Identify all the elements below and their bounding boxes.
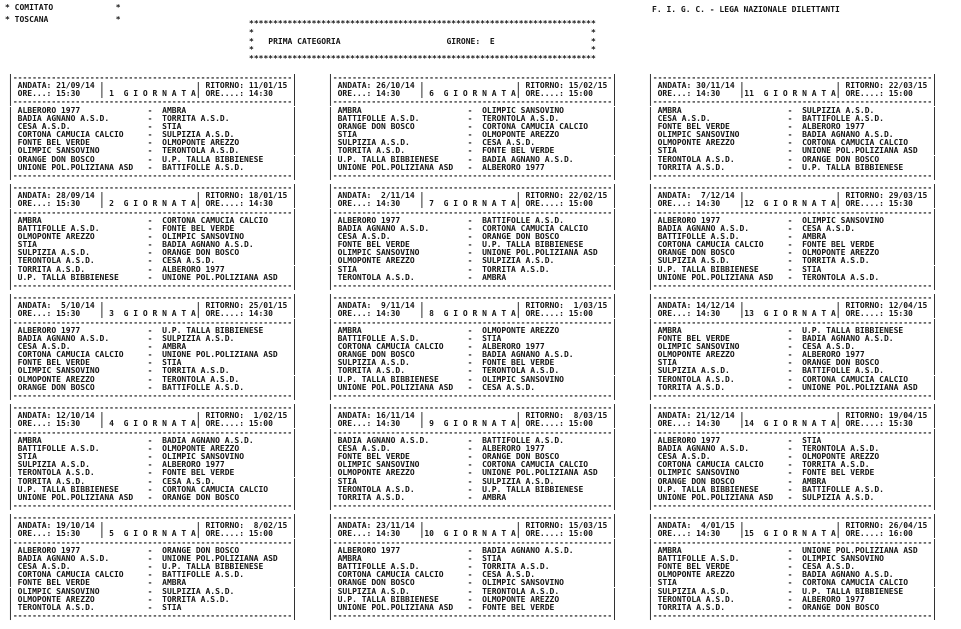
block-dates-row: | ANDATA: 23/11/14 | | RITORNO: 15/03/15 |	[327, 521, 617, 531]
match-row: | BATTIFOLLE A.S.D. - STIA |	[327, 333, 617, 343]
match-row: | U.P. TALLA BIBBIENESE - UNIONE POL.POLIZIANA ASD |	[8, 272, 297, 282]
block-border: |----------------------------------------------------------|	[327, 207, 617, 217]
block-dates-row: | ANDATA: 30/11/14 | | RITORNO: 22/03/15 |	[647, 81, 937, 91]
block-border: |----------------------------------------------------------|	[8, 183, 297, 193]
block-dates-row: | ANDATA: 16/11/14 | | RITORNO: 8/03/15 |	[327, 411, 617, 421]
title-box-border-top: ************************************************************************	[249, 19, 596, 28]
match-row: | AMBRA - STIA |	[327, 553, 617, 563]
match-row: | UNIONE POL.POLIZIANA ASD - SULPIZIA A.S.D. |	[647, 492, 937, 502]
match-row: | FONTE BEL VERDE - AMBRA |	[8, 578, 297, 588]
block-times-giornata-row: | ORE...: 14:30 |15 G I O R N A T A| ORE....: 16:00 |	[647, 529, 937, 539]
match-row: | U.P. TALLA BIBBIENESE - CORTONA CAMUCIA CALCIO |	[8, 484, 297, 494]
block-dates-row: | ANDATA: 26/10/14 | | RITORNO: 15/02/15 |	[327, 81, 617, 91]
match-row: | SULPIZIA A.S.D. - ORANGE DON BOSCO |	[8, 248, 297, 258]
giornata-block-12	[648, 184, 937, 290]
match-row: | OLIMPIC SANSOVINO - CORTONA CAMUCIA CALCIO |	[327, 460, 617, 470]
block-border: |----------------------------------------------------------|	[8, 427, 297, 437]
match-row: | TERONTOLA A.S.D. - ORANGE DON BOSCO |	[647, 154, 937, 164]
giornata-block-4	[8, 404, 297, 510]
match-row: | OLMOPONTE AREZZO - CORTONA CAMUCIA CALCIO |	[647, 138, 937, 148]
block-border: |----------------------------------------------------------|	[8, 317, 297, 327]
match-row: | STIA - CORTONA CAMUCIA CALCIO |	[647, 578, 937, 588]
block-times-giornata-row: | ORE...: 14:30 |13 G I O R N A T A| ORE....: 15:30 |	[647, 309, 937, 319]
match-row: | UNIONE POL.POLIZIANA ASD - ALBERORO 1977 |	[327, 162, 617, 172]
match-row: | FONTE BEL VERDE - BADIA AGNANO A.S.D. |	[647, 333, 937, 343]
match-row: | UNIONE POL.POLIZIANA ASD - ORANGE DON BOSCO |	[8, 492, 297, 502]
block-times-giornata-row: | ORE...: 14:30 |11 G I O R N A T A| ORE....: 15:00 |	[647, 89, 937, 99]
match-row: | FONTE BEL VERDE - ALBERORO 1977 |	[647, 121, 937, 131]
match-row: | TERONTOLA A.S.D. - U.P. TALLA BIBBIENESE |	[327, 484, 617, 494]
giornata-block-3	[8, 294, 297, 400]
block-border: |----------------------------------------------------------|	[647, 500, 937, 510]
giornata-block-7	[328, 184, 617, 290]
block-times-giornata-row: | ORE...: 15:30 | 1 G I O R N A T A| ORE....: 14:30 |	[8, 89, 297, 99]
match-row: | OLIMPIC SANSOVINO - CESA A.S.D. |	[647, 342, 937, 351]
match-row: | CESA A.S.D. - OLMOPONTE AREZZO |	[647, 452, 937, 462]
block-dates-row: | ANDATA: 28/09/14 | | RITORNO: 18/01/15 |	[8, 191, 297, 201]
block-dates-row: | ANDATA: 21/12/14 | | RITORNO: 19/04/15 |	[647, 411, 937, 421]
block-border: |----------------------------------------------------------|	[8, 280, 297, 290]
block-times-giornata-row: | ORE...: 15:30 | 2 G I O R N A T A| ORE....: 14:30 |	[8, 199, 297, 209]
match-row: | CORTONA CAMUCIA CALCIO - SULPIZIA A.S.D. |	[8, 130, 297, 140]
match-row: | TORRITA A.S.D. - UNIONE POL.POLIZIANA ASD |	[647, 382, 937, 392]
match-row: | ALBERORO 1977 - BATTIFOLLE A.S.D. |	[327, 215, 617, 225]
block-border: |----------------------------------------------------------|	[8, 611, 297, 620]
block-border: |----------------------------------------------------------|	[327, 317, 617, 327]
block-border: |----------------------------------------------------------|	[327, 513, 617, 523]
block-border: |----------------------------------------------------------|	[327, 537, 617, 547]
block-times-giornata-row: | ORE...: 15:30 | 4 G I O R N A T A| ORE....: 15:00 |	[8, 419, 297, 429]
block-border: |----------------------------------------------------------|	[327, 293, 617, 303]
block-border: |----------------------------------------------------------|	[8, 293, 297, 303]
block-times-giornata-row: | ORE...: 14:30 |10 G I O R N A T A| ORE....: 15:00 |	[327, 529, 617, 539]
match-row: | UNIONE POL.POLIZIANA ASD - TERONTOLA A.S.D. |	[647, 272, 937, 282]
match-row: | SULPIZIA A.S.D. - FONTE BEL VERDE |	[327, 358, 617, 368]
match-row: | CESA A.S.D. - ALBERORO 1977 |	[327, 443, 617, 453]
match-row: | SULPIZIA A.S.D. - TERONTOLA A.S.D. |	[327, 586, 617, 596]
giornata-block-8	[328, 294, 617, 400]
block-dates-row: | ANDATA: 5/10/14 | | RITORNO: 25/01/15 |	[8, 301, 297, 311]
match-row: | OLIMPIC SANSOVINO - TORRITA A.S.D. |	[8, 366, 297, 376]
block-dates-row: | ANDATA: 21/09/14 | | RITORNO: 11/01/15 |	[8, 81, 297, 91]
match-row: | STIA - SULPIZIA A.S.D. |	[327, 476, 617, 486]
block-border: |----------------------------------------------------------|	[647, 97, 937, 107]
giornata-block-1	[8, 74, 297, 180]
block-times-giornata-row: | ORE...: 14:30 | 8 G I O R N A T A| ORE....: 15:00 |	[327, 309, 617, 319]
match-row: | FONTE BEL VERDE - STIA |	[8, 358, 297, 368]
match-row: | OLIMPIC SANSOVINO - FONTE BEL VERDE |	[647, 468, 937, 478]
match-row: | UNIONE POL.POLIZIANA ASD - FONTE BEL VERDE |	[327, 602, 617, 612]
match-row: | BADIA AGNANO A.S.D. - UNIONE POL.POLIZIANA ASD |	[8, 553, 297, 563]
giornata-block-6	[328, 74, 617, 180]
block-border: |----------------------------------------------------------|	[8, 403, 297, 413]
match-row: | STIA - UNIONE POL.POLIZIANA ASD |	[647, 146, 937, 156]
committee-line-2: * TOSCANA *	[5, 15, 121, 24]
match-row: | FONTE BEL VERDE - CESA A.S.D. |	[647, 562, 937, 572]
block-border: |----------------------------------------------------------|	[647, 403, 937, 413]
match-row: | ORANGE DON BOSCO - BATTIFOLLE A.S.D. |	[8, 382, 297, 392]
giornata-block-10	[328, 514, 617, 620]
block-border: |----------------------------------------------------------|	[327, 280, 617, 290]
block-border: |----------------------------------------------------------|	[647, 427, 937, 437]
match-row: | AMBRA - UNIONE POL.POLIZIANA ASD |	[647, 545, 937, 555]
block-times-giornata-row: | ORE...: 14:30 | 7 G I O R N A T A| ORE....: 15:00 |	[327, 199, 617, 209]
match-row: | AMBRA - U.P. TALLA BIBBIENESE |	[647, 325, 937, 335]
match-row: | U.P. TALLA BIBBIENESE - OLMOPONTE AREZZO |	[327, 594, 617, 604]
match-row: | OLMOPONTE AREZZO - UNIONE POL.POLIZIANA ASD |	[327, 468, 617, 478]
block-dates-row: | ANDATA: 2/11/14 | | RITORNO: 22/02/15 |	[327, 191, 617, 201]
match-row: | BATTIFOLLE A.S.D. - OLMOPONTE AREZZO |	[8, 443, 297, 453]
block-border: |----------------------------------------------------------|	[8, 500, 297, 510]
block-border: |----------------------------------------------------------|	[327, 73, 617, 82]
match-row: | ORANGE DON BOSCO - OLMOPONTE AREZZO |	[647, 248, 937, 258]
giornata-block-14	[648, 404, 937, 510]
giornata-block-15	[648, 514, 937, 620]
match-row: | AMBRA - OLMOPONTE AREZZO |	[327, 325, 617, 335]
giornata-block-11	[648, 74, 937, 180]
block-times-giornata-row: | ORE...: 14:30 | 6 G I O R N A T A| ORE....: 15:00 |	[327, 89, 617, 99]
match-row: | TERONTOLA A.S.D. - STIA |	[8, 602, 297, 612]
match-row: | OLIMPIC SANSOVINO - TERONTOLA A.S.D. |	[8, 146, 297, 156]
block-border: |----------------------------------------------------------|	[647, 280, 937, 290]
match-row: | AMBRA - SULPIZIA A.S.D. |	[647, 105, 937, 115]
match-row: | FONTE BEL VERDE - ORANGE DON BOSCO |	[327, 452, 617, 462]
match-row: | BADIA AGNANO A.S.D. - CORTONA CAMUCIA CALCIO |	[327, 223, 617, 233]
match-row: | BATTIFOLLE A.S.D. - OLIMPIC SANSOVINO |	[647, 553, 937, 563]
block-times-giornata-row: | ORE...: 14:30 |12 G I O R N A T A| ORE....: 15:30 |	[647, 199, 937, 209]
match-row: | BADIA AGNANO A.S.D. - CESA A.S.D. |	[647, 223, 937, 233]
block-border: |----------------------------------------------------------|	[8, 390, 297, 400]
match-row: | ORANGE DON BOSCO - BADIA AGNANO A.S.D. |	[327, 350, 617, 360]
block-dates-row: | ANDATA: 7/12/14 | | RITORNO: 29/03/15 |	[647, 191, 937, 201]
title-box-spacer: * *	[249, 45, 596, 55]
match-row: | ORANGE DON BOSCO - AMBRA |	[647, 476, 937, 486]
match-row: | ALBERORO 1977 - ORANGE DON BOSCO |	[8, 545, 297, 555]
block-border: |----------------------------------------------------------|	[647, 317, 937, 327]
match-row: | SULPIZIA A.S.D. - BATTIFOLLE A.S.D. |	[647, 366, 937, 376]
block-times-giornata-row: | ORE...: 15:30 | 3 G I O R N A T A| ORE....: 14:30 |	[8, 309, 297, 319]
match-row: | FONTE BEL VERDE - U.P. TALLA BIBBIENESE |	[327, 240, 617, 250]
match-row: | STIA - OLIMPIC SANSOVINO |	[8, 452, 297, 462]
block-border: |----------------------------------------------------------|	[327, 500, 617, 510]
committee-line-1: * COMITATO *	[5, 3, 121, 12]
committee-header	[5, 2, 121, 26]
match-row: | CESA A.S.D. - BATTIFOLLE A.S.D. |	[647, 113, 937, 123]
match-row: | AMBRA - CORTONA CAMUCIA CALCIO |	[8, 215, 297, 225]
match-row: | CORTONA CAMUCIA CALCIO - FONTE BEL VERDE |	[647, 240, 937, 250]
match-row: | BADIA AGNANO A.S.D. - TORRITA A.S.D. |	[8, 113, 297, 123]
match-row: | U.P. TALLA BIBBIENESE - BATTIFOLLE A.S.D. |	[647, 484, 937, 494]
giornate-grid	[8, 74, 937, 620]
block-border: |----------------------------------------------------------|	[8, 513, 297, 523]
block-dates-row: | ANDATA: 4/01/15 | | RITORNO: 26/04/15 |	[647, 521, 937, 531]
match-row: | ORANGE DON BOSCO - CORTONA CAMUCIA CALCIO |	[327, 121, 617, 131]
match-row: | UNIONE POL.POLIZIANA ASD - CESA A.S.D. |	[327, 382, 617, 392]
block-border: |----------------------------------------------------------|	[327, 427, 617, 437]
match-row: | CORTONA CAMUCIA CALCIO - ALBERORO 1977 |	[327, 342, 617, 351]
title-box-spacer: * *	[249, 27, 596, 37]
match-row: | CESA A.S.D. - U.P. TALLA BIBBIENESE |	[8, 562, 297, 572]
block-dates-row: | ANDATA: 9/11/14 | | RITORNO: 1/03/15 |	[327, 301, 617, 311]
block-border: |----------------------------------------------------------|	[327, 97, 617, 107]
match-row: | BATTIFOLLE A.S.D. - TORRITA A.S.D. |	[327, 562, 617, 572]
block-border: |----------------------------------------------------------|	[327, 611, 617, 620]
match-row: | TORRITA A.S.D. - TERONTOLA A.S.D. |	[327, 366, 617, 376]
match-row: | CORTONA CAMUCIA CALCIO - CESA A.S.D. |	[327, 570, 617, 580]
match-row: | CESA A.S.D. - ORANGE DON BOSCO |	[327, 231, 617, 241]
block-border: |----------------------------------------------------------|	[647, 537, 937, 547]
match-row: | ALBERORO 1977 - BADIA AGNANO A.S.D. |	[327, 545, 617, 555]
match-row: | BADIA AGNANO A.S.D. - BATTIFOLLE A.S.D. |	[327, 435, 617, 445]
block-times-giornata-row: | ORE...: 14:30 | 9 G I O R N A T A| ORE....: 15:00 |	[327, 419, 617, 429]
match-row: | OLMOPONTE AREZZO - TORRITA A.S.D. |	[8, 594, 297, 604]
match-row: | BATTIFOLLE A.S.D. - FONTE BEL VERDE |	[8, 223, 297, 233]
match-row: | AMBRA - OLIMPIC SANSOVINO |	[327, 105, 617, 115]
match-row: | TORRITA A.S.D. - ALBERORO 1977 |	[8, 264, 297, 274]
match-row: | ALBERORO 1977 - STIA |	[647, 435, 937, 445]
match-row: | OLMOPONTE AREZZO - OLIMPIC SANSOVINO |	[8, 231, 297, 241]
match-row: | U.P. TALLA BIBBIENESE - BADIA AGNANO A.S.D. |	[327, 154, 617, 164]
match-row: | ORANGE DON BOSCO - OLIMPIC SANSOVINO |	[327, 578, 617, 588]
federation-title: F. I. G. C. - LEGA NAZIONALE DILETTANTI	[652, 5, 840, 14]
match-row: | TORRITA A.S.D. - ORANGE DON BOSCO |	[647, 602, 937, 612]
giornata-block-9	[328, 404, 617, 510]
block-border: |----------------------------------------------------------|	[8, 207, 297, 217]
block-border: |----------------------------------------------------------|	[327, 183, 617, 193]
match-row: | OLMOPONTE AREZZO - ALBERORO 1977 |	[647, 350, 937, 360]
block-border: |----------------------------------------------------------|	[647, 390, 937, 400]
title-box-border-bottom: ************************************************************************	[249, 54, 596, 64]
match-row: | CORTONA CAMUCIA CALCIO - BATTIFOLLE A.S.D. |	[8, 570, 297, 580]
match-row: | U.P. TALLA BIBBIENESE - OLIMPIC SANSOVINO |	[327, 374, 617, 384]
block-border: |----------------------------------------------------------|	[647, 611, 937, 620]
match-row: | BATTIFOLLE A.S.D. - AMBRA |	[647, 231, 937, 241]
match-row: | BATTIFOLLE A.S.D. - TERONTOLA A.S.D. |	[327, 113, 617, 123]
match-row: | CORTONA CAMUCIA CALCIO - TORRITA A.S.D. |	[647, 460, 937, 470]
match-row: | OLIMPIC SANSOVINO - UNIONE POL.POLIZIANA ASD |	[327, 248, 617, 258]
match-row: | ALBERORO 1977 - AMBRA |	[8, 105, 297, 115]
match-row: | CESA A.S.D. - STIA |	[8, 121, 297, 131]
giornata-block-5	[8, 514, 297, 620]
match-row: | BADIA AGNANO A.S.D. - SULPIZIA A.S.D. |	[8, 333, 297, 343]
block-dates-row: | ANDATA: 19/10/14 | | RITORNO: 8/02/15 |	[8, 521, 297, 531]
match-row: | TERONTOLA A.S.D. - CESA A.S.D. |	[8, 256, 297, 266]
block-border: |----------------------------------------------------------|	[647, 73, 937, 82]
match-row: | OLIMPIC SANSOVINO - BADIA AGNANO A.S.D. |	[647, 130, 937, 140]
match-row: | TORRITA A.S.D. - U.P. TALLA BIBBIENESE |	[647, 162, 937, 172]
match-row: | BADIA AGNANO A.S.D. - TERONTOLA A.S.D. |	[647, 443, 937, 453]
match-row: | ORANGE DON BOSCO - U.P. TALLA BIBBIENESE |	[8, 154, 297, 164]
block-border: |----------------------------------------------------------|	[8, 97, 297, 107]
match-row: | ALBERORO 1977 - OLIMPIC SANSOVINO |	[647, 215, 937, 225]
match-row: | TERONTOLA A.S.D. - FONTE BEL VERDE |	[8, 468, 297, 478]
block-times-giornata-row: | ORE...: 14:30 |14 G I O R N A T A| ORE....: 15:30 |	[647, 419, 937, 429]
match-row: | TERONTOLA A.S.D. - CORTONA CAMUCIA CALCIO |	[647, 374, 937, 384]
match-row: | TORRITA A.S.D. - AMBRA |	[327, 492, 617, 502]
match-row: | CESA A.S.D. - AMBRA |	[8, 342, 297, 351]
match-row: | TERONTOLA A.S.D. - ALBERORO 1977 |	[647, 594, 937, 604]
match-row: | SULPIZIA A.S.D. - TORRITA A.S.D. |	[647, 256, 937, 266]
giornata-block-13	[648, 294, 937, 400]
block-border: |----------------------------------------------------------|	[647, 207, 937, 217]
match-row: | CORTONA CAMUCIA CALCIO - UNIONE POL.POLIZIANA ASD |	[8, 350, 297, 360]
giornata-block-2	[8, 184, 297, 290]
match-row: | UNIONE POL.POLIZIANA ASD - BATTIFOLLE A.S.D. |	[8, 162, 297, 172]
block-border: |----------------------------------------------------------|	[647, 513, 937, 523]
match-row: | TERONTOLA A.S.D. - AMBRA |	[327, 272, 617, 282]
match-row: | U.P. TALLA BIBBIENESE - STIA |	[647, 264, 937, 274]
match-row: | SULPIZIA A.S.D. - ALBERORO 1977 |	[8, 460, 297, 470]
match-row: | TORRITA A.S.D. - CESA A.S.D. |	[8, 476, 297, 486]
block-border: |----------------------------------------------------------|	[327, 403, 617, 413]
block-border: |----------------------------------------------------------|	[327, 170, 617, 180]
block-border: |----------------------------------------------------------|	[8, 73, 297, 82]
block-border: |----------------------------------------------------------|	[647, 170, 937, 180]
match-row: | SULPIZIA A.S.D. - CESA A.S.D. |	[327, 138, 617, 148]
block-dates-row: | ANDATA: 14/12/14 | | RITORNO: 12/04/15 |	[647, 301, 937, 311]
match-row: | OLMOPONTE AREZZO - TERONTOLA A.S.D. |	[8, 374, 297, 384]
block-border: |----------------------------------------------------------|	[8, 537, 297, 547]
block-border: |----------------------------------------------------------|	[647, 293, 937, 303]
block-border: |----------------------------------------------------------|	[8, 170, 297, 180]
match-row: | SULPIZIA A.S.D. - U.P. TALLA BIBBIENESE |	[647, 586, 937, 596]
match-row: | OLIMPIC SANSOVINO - SULPIZIA A.S.D. |	[8, 586, 297, 596]
match-row: | FONTE BEL VERDE - OLMOPONTE AREZZO |	[8, 138, 297, 148]
match-row: | STIA - OLMOPONTE AREZZO |	[327, 130, 617, 140]
category-title-box	[249, 20, 596, 64]
title-box-category-girone: * PRIMA CATEGORIA GIRONE: E *	[249, 36, 596, 46]
match-row: | STIA - BADIA AGNANO A.S.D. |	[8, 240, 297, 250]
match-row: | OLMOPONTE AREZZO - BADIA AGNANO A.S.D. |	[647, 570, 937, 580]
match-row: | AMBRA - BADIA AGNANO A.S.D. |	[8, 435, 297, 445]
block-border: |----------------------------------------------------------|	[647, 183, 937, 193]
block-times-giornata-row: | ORE...: 15:30 | 5 G I O R N A T A| ORE....: 15:00 |	[8, 529, 297, 539]
match-row: | ALBERORO 1977 - U.P. TALLA BIBBIENESE |	[8, 325, 297, 335]
match-row: | OLMOPONTE AREZZO - SULPIZIA A.S.D. |	[327, 256, 617, 266]
match-row: | TORRITA A.S.D. - FONTE BEL VERDE |	[327, 146, 617, 156]
block-border: |----------------------------------------------------------|	[327, 390, 617, 400]
match-row: | STIA - ORANGE DON BOSCO |	[647, 358, 937, 368]
match-row: | STIA - TORRITA A.S.D. |	[327, 264, 617, 274]
block-dates-row: | ANDATA: 12/10/14 | | RITORNO: 1/02/15 |	[8, 411, 297, 421]
